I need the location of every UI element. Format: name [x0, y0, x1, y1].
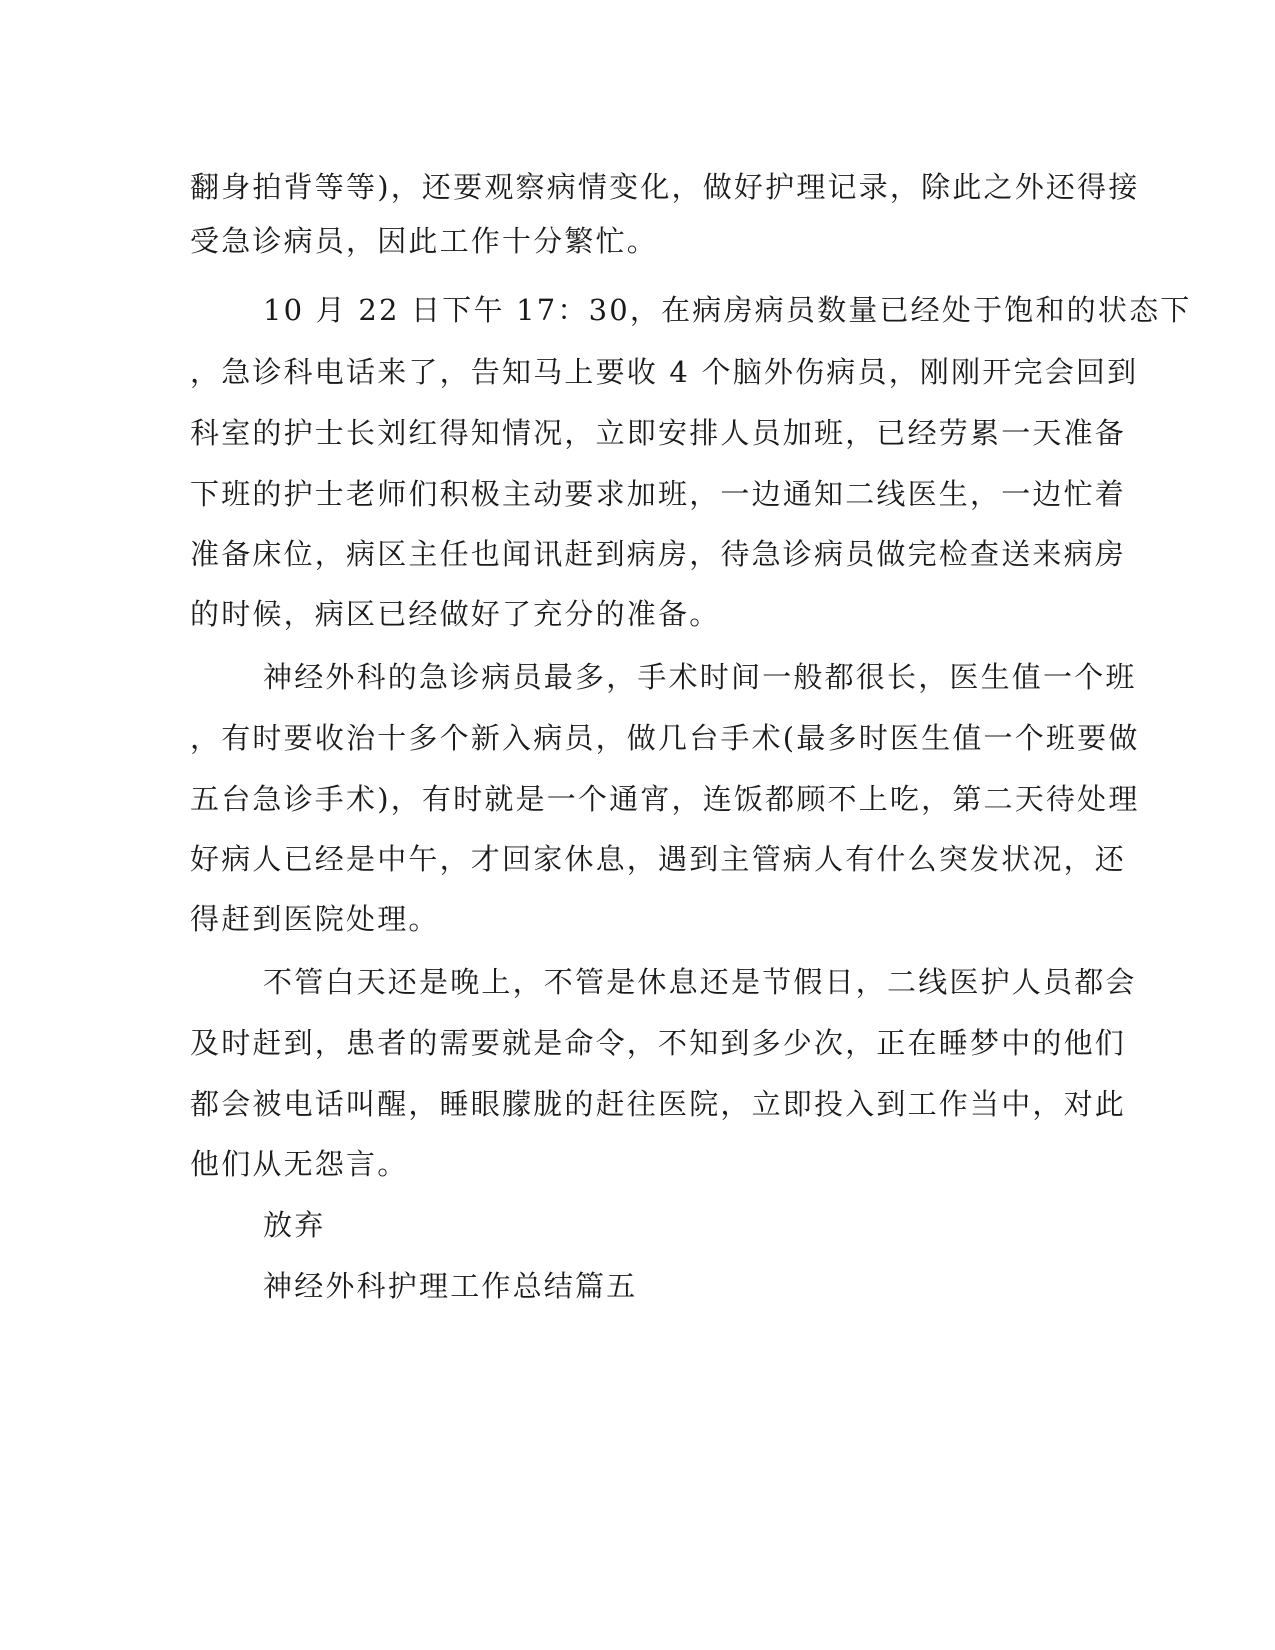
text-line: 的时候，病区已经做好了充分的准备。 — [190, 597, 721, 631]
text-line: 及时赶到，患者的需要就是命令，不知到多少次，正在睡梦中的他们 — [190, 1026, 1127, 1060]
text-line: 他们从无怨言。 — [190, 1147, 409, 1181]
text-line: ，急诊科电话来了，告知马上要收 4 个脑外伤病员，刚刚开完会回到 — [190, 355, 1139, 389]
text-line: 好病人已经是中午，才回家休息，遇到主管病人有什么突发状况，还 — [190, 842, 1127, 876]
text-line: 受急诊病员，因此工作十分繁忙。 — [190, 224, 659, 258]
text-line: 准备床位，病区主任也闻讯赶到病房，待急诊病员做完检查送来病房 — [190, 537, 1127, 571]
text-line: 不管白天还是晚上，不管是休息还是节假日，二线医护人员都会 — [263, 965, 1137, 999]
text-line: 翻身拍背等等)，还要观察病情变化，做好护理记录，除此之外还得接 — [190, 170, 1140, 204]
text-line: 放弃 — [263, 1208, 326, 1242]
text-line: 五台急诊手术)，有时就是一个通宵，连饭都顾不上吃，第二天待处理 — [190, 782, 1140, 816]
text-line: 神经外科的急诊病员最多，手术时间一般都很长，医生值一个班 — [263, 660, 1137, 694]
section-heading: 神经外科护理工作总结篇五 — [263, 1269, 638, 1303]
text-line: 都会被电话叫醒，睡眼朦胧的赶往医院，立即投入到工作当中，对此 — [190, 1087, 1127, 1121]
text-line: 下班的护士老师们积极主动要求加班，一边通知二线医生，一边忙着 — [190, 477, 1127, 511]
text-line: 10 月 22 日下午 17：30，在病房病员数量已经处于饱和的状态下 — [263, 293, 1192, 327]
text-line: 得赶到医院处理。 — [190, 902, 440, 936]
text-line: 科室的护士长刘红得知情况，立即安排人员加班，已经劳累一天准备 — [190, 416, 1127, 450]
text-line: ，有时要收治十多个新入病员，做几台手术(最多时医生值一个班要做 — [190, 721, 1140, 755]
